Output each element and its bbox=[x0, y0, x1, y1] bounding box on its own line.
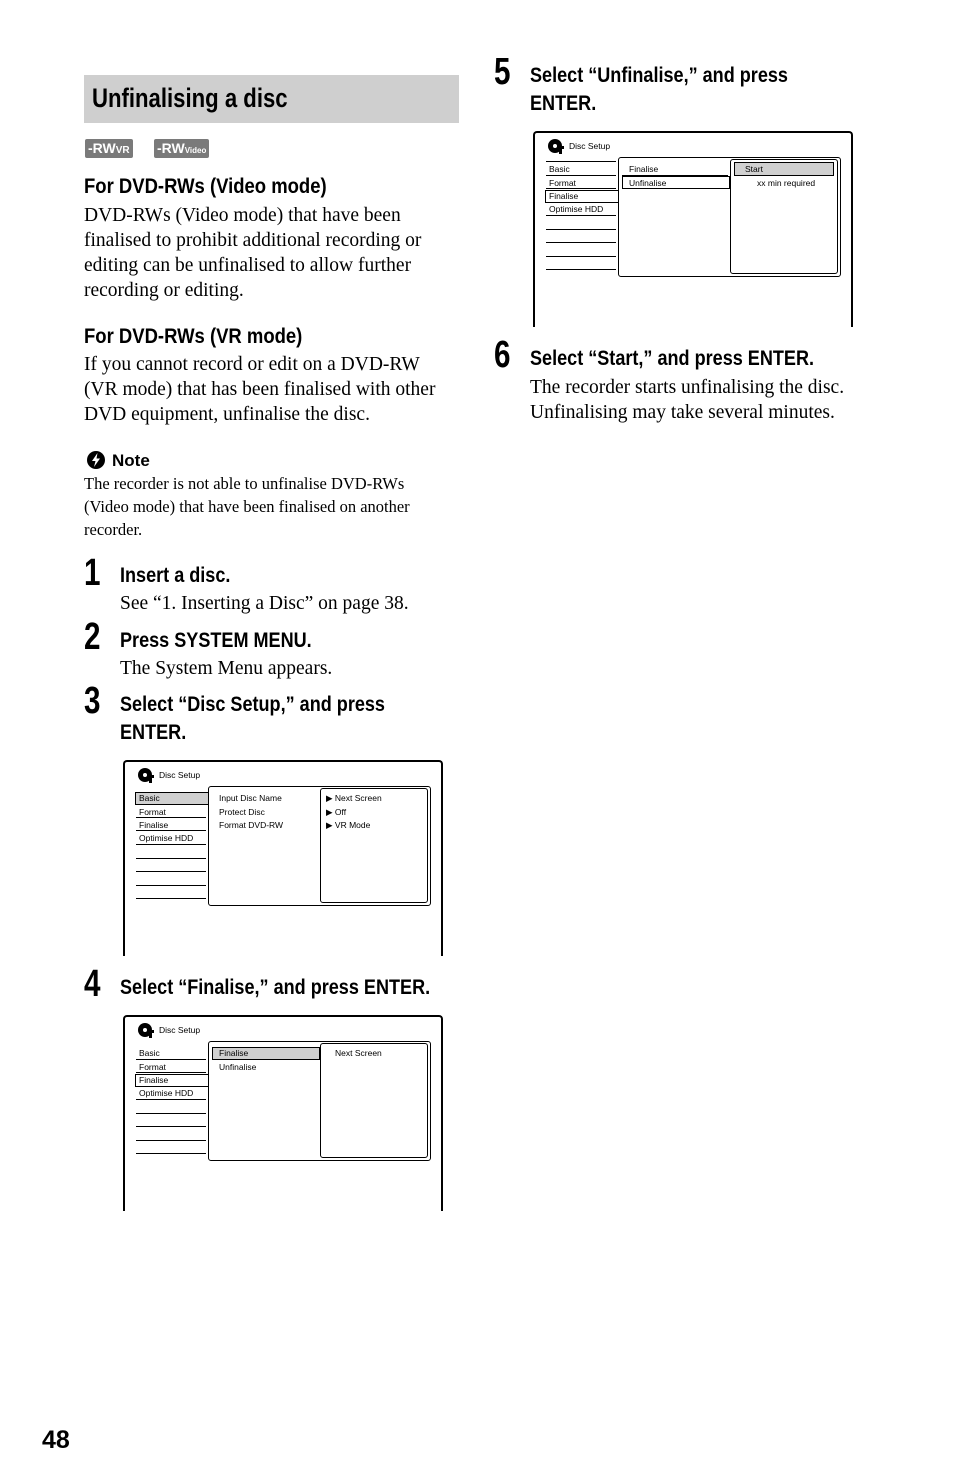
menu-item-optimise-hdd: Optimise HDD bbox=[139, 1088, 194, 1098]
text-line: recording or editing. bbox=[84, 280, 244, 301]
option-label: Finalise bbox=[629, 164, 659, 174]
step-6-sub bbox=[530, 375, 844, 425]
badge-rw-video bbox=[154, 139, 209, 158]
text-line: (Video mode) that have been finalised on another bbox=[84, 497, 410, 516]
text-line: editing can be unfinalised to allow further bbox=[84, 255, 412, 276]
menu-item-finalise: Finalise bbox=[139, 820, 169, 830]
menu-item-format: Format bbox=[139, 1062, 166, 1072]
option-label: Unfinalise bbox=[629, 178, 667, 188]
values-panel bbox=[730, 159, 838, 274]
step-number: 1 bbox=[84, 552, 101, 594]
step-3-text bbox=[120, 691, 385, 747]
step-4-text: Select “Finalise,” and press ENTER. bbox=[120, 976, 431, 999]
option-value-text: VR Mode bbox=[334, 820, 371, 830]
option-value: ▶ VR Mode bbox=[326, 820, 371, 830]
disc-icon bbox=[137, 767, 155, 785]
text-line: Unfinalising may take several minutes. bbox=[530, 402, 835, 423]
menu-item-basic: Basic bbox=[549, 164, 570, 174]
step-number: 5 bbox=[494, 51, 511, 93]
text-line: DVD equipment, unfinalise the disc. bbox=[84, 404, 370, 425]
step-number: 4 bbox=[84, 963, 101, 1005]
screen-title: Disc Setup bbox=[159, 1025, 201, 1035]
option-value: ▶ Next Screen bbox=[326, 793, 382, 803]
video-mode-text bbox=[84, 203, 421, 303]
disc-setup-screen-unfinalise bbox=[533, 131, 853, 327]
menu-item-format: Format bbox=[549, 178, 576, 188]
badge-rw-vr-sub: VR bbox=[115, 145, 130, 156]
text-line: ENTER. bbox=[530, 92, 597, 115]
screen-title: Disc Setup bbox=[159, 770, 201, 780]
badge-rw-vr bbox=[85, 139, 133, 158]
option-label: Finalise bbox=[219, 1048, 249, 1058]
menu-item-optimise-hdd: Optimise HDD bbox=[549, 204, 604, 214]
text-line: DVD-RWs (Video mode) that have been bbox=[84, 205, 401, 226]
step-6-text: Select “Start,” and press ENTER. bbox=[530, 347, 815, 370]
text-line: recorder. bbox=[84, 520, 143, 539]
disc-setup-screen-finalise bbox=[123, 1015, 443, 1211]
option-value: Next Screen bbox=[335, 1048, 382, 1058]
option-label: Input Disc Name bbox=[219, 793, 282, 803]
menu-item-optimise-hdd: Optimise HDD bbox=[139, 833, 194, 843]
option-value-text: Off bbox=[334, 807, 347, 817]
menu-item-basic: Basic bbox=[139, 1048, 160, 1058]
text-line: (VR mode) that has been finalised with other bbox=[84, 379, 436, 400]
text-line: The recorder is not able to unfinalise DVD-RWs bbox=[84, 474, 405, 493]
menu-item-finalise: Finalise bbox=[139, 1075, 169, 1085]
badge-rw-video-main: -RW bbox=[157, 140, 185, 156]
text-line: Select “Disc Setup,” and press bbox=[120, 693, 385, 716]
option-value: ▶ Off bbox=[326, 807, 347, 817]
screen-title: Disc Setup bbox=[569, 141, 611, 151]
text-line: ENTER. bbox=[120, 721, 187, 744]
note-label: Note bbox=[112, 451, 150, 470]
text-line: If you cannot record or edit on a DVD-RW bbox=[84, 354, 420, 375]
step-1-sub: See “1. Inserting a Disc” on page 38. bbox=[120, 593, 409, 614]
badge-rw-vr-main: -RW bbox=[88, 140, 116, 156]
note-text bbox=[84, 472, 410, 541]
vr-mode-heading: For DVD-RWs (VR mode) bbox=[84, 325, 303, 348]
menu-item-finalise: Finalise bbox=[549, 191, 579, 201]
start-option: Start bbox=[745, 164, 763, 174]
option-label: Format DVD-RW bbox=[219, 820, 284, 830]
step-number: 6 bbox=[494, 334, 511, 376]
time-required: xx min required bbox=[757, 178, 816, 188]
menu-item-format: Format bbox=[139, 807, 166, 817]
step-1-text: Insert a disc. bbox=[120, 564, 231, 587]
step-number: 3 bbox=[84, 680, 101, 722]
step-5-text bbox=[530, 62, 788, 118]
badge-rw-video-sub: Video bbox=[184, 146, 207, 155]
menu-item-basic: Basic bbox=[139, 793, 160, 803]
disc-icon bbox=[547, 138, 565, 156]
option-label: Protect Disc bbox=[219, 807, 265, 817]
step-2-sub: The System Menu appears. bbox=[120, 658, 333, 679]
step-number: 2 bbox=[84, 616, 101, 658]
page-number: 48 bbox=[42, 1426, 70, 1454]
text-line: finalised to prohibit additional recording or bbox=[84, 230, 422, 251]
option-label: Unfinalise bbox=[219, 1062, 257, 1072]
video-mode-heading: For DVD-RWs (Video mode) bbox=[84, 175, 327, 198]
section-title-bar bbox=[84, 75, 459, 123]
disc-setup-screen-basic bbox=[123, 760, 443, 956]
vr-mode-text bbox=[84, 352, 435, 427]
section-title: Unfinalising a disc bbox=[92, 83, 288, 113]
values-panel bbox=[320, 1043, 428, 1158]
option-value-text: Next Screen bbox=[334, 793, 382, 803]
values-panel bbox=[320, 788, 428, 903]
step-2-text: Press SYSTEM MENU. bbox=[120, 629, 312, 652]
text-line: The recorder starts unfinalising the disc. bbox=[530, 377, 845, 398]
disc-icon bbox=[137, 1022, 155, 1040]
text-line: Select “Unfinalise,” and press bbox=[530, 64, 788, 87]
